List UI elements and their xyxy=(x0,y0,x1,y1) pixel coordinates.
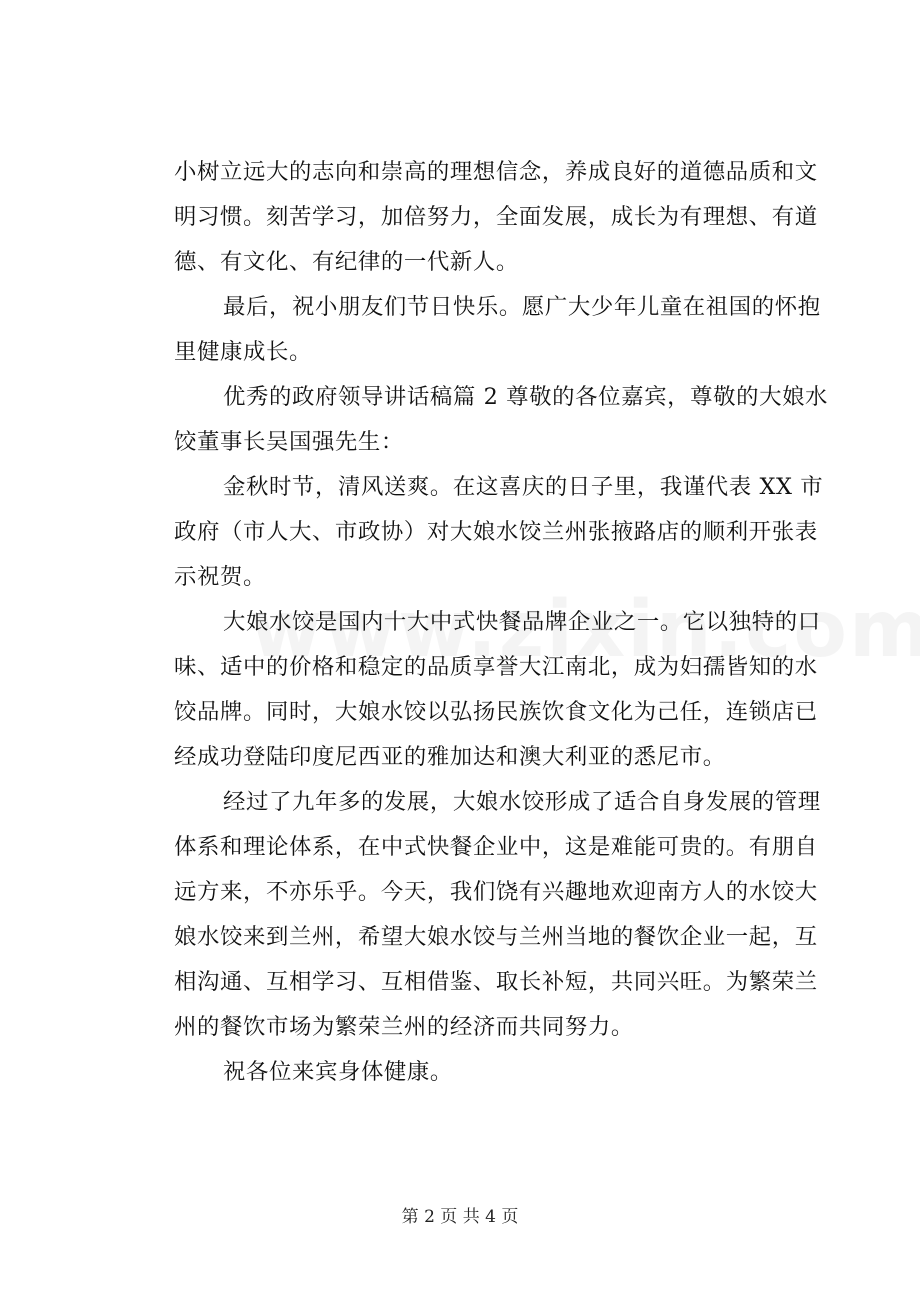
paragraph-start-line: 祝各位来宾身体健康。 xyxy=(223,1059,453,1085)
text-line: 饺品牌。同时，大娘水饺以弘扬民族饮食文化为己任，连锁店已 xyxy=(174,699,818,725)
text-line: 示祝贺。 xyxy=(174,564,266,590)
paragraph-start-line: 经过了九年多的发展，大娘水饺形成了适合自身发展的管理 xyxy=(223,789,821,815)
text-line: 里健康成长。 xyxy=(174,339,312,365)
text-line: 味、适中的价格和稳定的品质享誉大江南北，成为妇孺皆知的水 xyxy=(174,654,818,680)
paragraph-start-line: 金秋时节，清风送爽。在这喜庆的日子里，我谨代表 XX 市 xyxy=(223,474,824,500)
text-line: 远方来，不亦乐乎。今天，我们饶有兴趣地欢迎南方人的水饺大 xyxy=(174,879,818,905)
text-line: 州的餐饮市场为繁荣兰州的经济而共同努力。 xyxy=(174,1014,634,1040)
paragraph-start-line: 优秀的政府领导讲话稿篇 2 尊敬的各位嘉宾，尊敬的大娘水 xyxy=(223,384,829,410)
text-line: 饺董事长吴国强先生： xyxy=(174,429,404,455)
text-line: 政府（市人大、市政协）对大娘水饺兰州张掖路店的顺利开张表 xyxy=(174,519,818,545)
text-line: 娘水饺来到兰州，希望大娘水饺与兰州当地的餐饮企业一起，互 xyxy=(174,924,818,950)
paragraph-start-line: 最后，祝小朋友们节日快乐。愿广大少年儿童在祖国的怀抱 xyxy=(223,294,821,320)
text-line: 德、有文化、有纪律的一代新人。 xyxy=(174,249,519,275)
text-line: 经成功登陆印度尼西亚的雅加达和澳大利亚的悉尼市。 xyxy=(174,744,726,770)
text-line: 小树立远大的志向和崇高的理想信念，养成良好的道德品质和文 xyxy=(174,159,818,185)
text-line: 相沟通、互相学习、互相借鉴、取长补短，共同兴旺。为繁荣兰 xyxy=(174,969,818,995)
paragraph-start-line: 大娘水饺是国内十大中式快餐品牌企业之一。它以独特的口 xyxy=(223,609,821,635)
text-line: 体系和理论体系，在中式快餐企业中，这是难能可贵的。有朋自 xyxy=(174,834,818,860)
text-line: 明习惯。刻苦学习，加倍努力，全面发展，成长为有理想、有道 xyxy=(174,204,818,230)
document-body xyxy=(174,150,829,1095)
page-number-footer: 第 2 页 共 4 页 xyxy=(401,1207,519,1227)
